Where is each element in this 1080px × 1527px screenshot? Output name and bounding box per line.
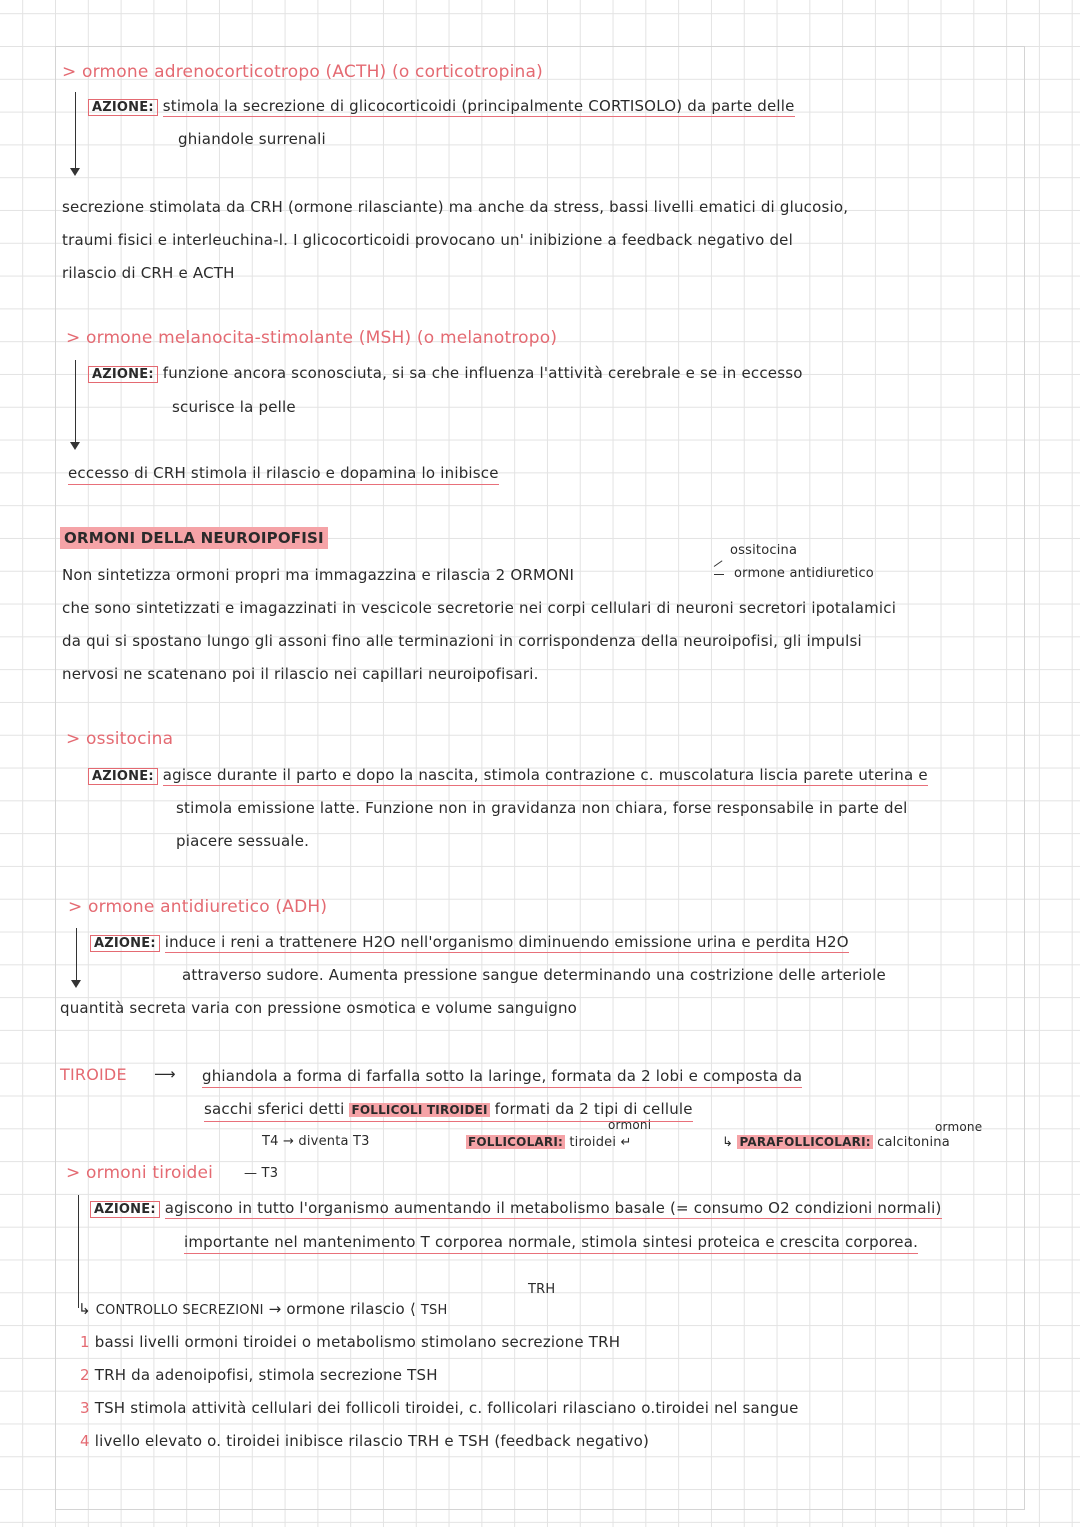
step-4-num: 4 (80, 1432, 90, 1450)
ossitocina-azione-line-1: agisce durante il parto e dopo la nascita, stimola contrazione c. muscolatura liscia parete uterina e (162, 766, 928, 784)
tiroidei-azione-row (90, 1198, 942, 1220)
tiroidei-azione-line-1: agiscono in tutto l'organismo aumentando il metabolismo basale (= consumo O2 condizioni normali) (164, 1199, 942, 1217)
step-1 (80, 1332, 620, 1352)
msh-heading: > ormone melanocita-stimolante (MSH) (o melanotropo) (66, 328, 558, 348)
ossitocina-heading: > ossitocina (66, 729, 174, 749)
ossitocina-azione-row (88, 765, 928, 787)
neuroipofisi-p1: Non sintetizza ormoni propri ma immagazzina e rilascia 2 ORMONI (62, 566, 575, 584)
tiroide-desc-2a: sacchi sferici detti (204, 1100, 345, 1118)
acth-azione-line-1: stimola la secrezione di glicocorticoidi (principalmente CORTISOLO) da parte delle (162, 97, 795, 115)
check-arrow-icon: ↵ (620, 1135, 632, 1150)
step-1-num: 1 (80, 1333, 90, 1351)
step-1-text: bassi livelli ormoni tiroidei o metabolismo stimolano secrezione TRH (94, 1333, 621, 1351)
adh-note: quantità secreta varia con pressione osmotica e volume sanguigno (60, 999, 578, 1017)
t4-row (262, 1132, 370, 1152)
t3-dash: — (244, 1166, 258, 1181)
fork-branch-down (714, 574, 724, 575)
fork-icon: ⟨ (409, 1300, 416, 1318)
neuroipofisi-heading: ORMONI DELLA NEUROIPOFISI (60, 527, 328, 549)
turn-arrow-icon: ↳ (722, 1135, 734, 1150)
neuroipofisi-p2: che sono sintetizzati e imagazzinati in vescicole secretorie nei corpi cellulari di neuroni secretori ipotalamici (62, 599, 897, 617)
step-2 (80, 1365, 438, 1385)
parafollicolari-row (722, 1132, 950, 1153)
ormoni-small-label: ormoni (608, 1118, 652, 1132)
msh-down-arrow (75, 360, 76, 448)
acth-azione-line-2: ghiandole surrenali (178, 130, 326, 148)
follicolari-row (466, 1132, 632, 1153)
adh-azione-line-1: induce i reni a trattenere H2O nell'organismo diminuendo emissione urina e perdita H2O (164, 933, 849, 951)
msh-azione-label: AZIONE: (88, 366, 158, 383)
step-2-text: TRH da adenoipofisi, stimola secrezione TSH (94, 1366, 438, 1384)
trh-fork-label: TRH (528, 1282, 556, 1297)
controllo-arrow-icon: ↳ (78, 1300, 91, 1318)
acth-note-line-3: rilascio di CRH e ACTH (62, 264, 235, 282)
ossitocina-azione-line-3: piacere sessuale. (176, 832, 310, 850)
ossitocina-azione-label: AZIONE: (88, 768, 158, 785)
adh-azione-row (90, 932, 849, 954)
tiroidei-azione-label: AZIONE: (90, 1201, 160, 1218)
diventa-t3: diventa T3 (298, 1134, 370, 1149)
adh-azione-label: AZIONE: (90, 935, 160, 952)
step-4-text: livello elevato o. tiroidei inibisce rilascio TRH e TSH (feedback negativo) (94, 1432, 650, 1450)
msh-azione-line-2: scurisce la pelle (172, 398, 296, 416)
tiroidei-bracket-vertical (78, 1195, 79, 1308)
acth-note-line-1: secrezione stimolata da CRH (ormone rilasciante) ma anche da stress, bassi livelli ematici di glucosio, (62, 198, 849, 216)
tiroide-desc-1: ghiandola a forma di farfalla sotto la laringe, formata da 2 lobi e composta da (202, 1066, 802, 1088)
follicolari-label: FOLLICOLARI: (468, 1135, 564, 1149)
tiroidei-azione-line-2: importante nel mantenimento T corporea normale, stimola sintesi proteica e crescita corporea. (184, 1232, 918, 1254)
acth-azione-row (88, 96, 795, 118)
fork-branch-up (714, 560, 723, 567)
ormoni-tiroidei-heading: > ormoni tiroidei (66, 1163, 214, 1183)
acth-down-arrow (75, 92, 76, 174)
ormone-small-label: ormone (935, 1120, 983, 1134)
msh-note: eccesso di CRH stimola il rilascio e dopamina lo inibisce (68, 463, 499, 485)
neuroipofisi-p4: nervosi ne scatenano poi il rilascio nei capillari neuroipofisari. (62, 665, 539, 683)
acth-heading: > ormone adrenocorticotropo (ACTH) (o corticotropina) (62, 62, 543, 82)
adh-down-arrow (76, 928, 77, 986)
acth-azione-label: AZIONE: (88, 99, 158, 116)
ossitocina-azione-line-2: stimola emissione latte. Funzione non in gravidanza non chiara, forse responsabile in parte del (176, 799, 908, 817)
step-3-text: TSH stimola attività cellulari dei follicoli tiroidei, c. follicolari rilasciano o.tiroidei nel sangue (94, 1399, 799, 1417)
msh-azione-row (88, 363, 803, 385)
acth-note-line-2: traumi fisici e interleuchina-l. I glicocorticoidi provocano un' inibizione a feedback negativo del (62, 231, 793, 249)
controllo-right-arrow: → (268, 1300, 282, 1318)
step-3-num: 3 (80, 1399, 90, 1417)
controllo-row (78, 1299, 447, 1321)
step-4 (80, 1431, 649, 1451)
adh-heading: > ormone antidiuretico (ADH) (68, 897, 328, 917)
fork-ormone-antidiuretico: ormone antidiuretico (734, 566, 874, 581)
step-2-num: 2 (80, 1366, 90, 1384)
neuroipofisi-p3: da qui si spostano lungo gli assoni fino alle terminazioni in corrispondenza della neuroipofisi, gli impulsi (62, 632, 862, 650)
adh-azione-line-2: attraverso sudore. Aumenta pressione sangue determinando una costrizione delle arteriole (182, 966, 886, 984)
tsh-fork-label: TSH (420, 1303, 448, 1318)
t4-label: T4 (262, 1134, 279, 1149)
fork-ossitocina: ossitocina (730, 543, 798, 558)
t4-arrow: → (282, 1134, 295, 1149)
tiroide-label: TIROIDE (60, 1065, 127, 1084)
tiroide-arrow: ⟶ (154, 1065, 176, 1083)
t3-label: T3 (261, 1166, 279, 1181)
follicoli-tiroidei: FOLLICOLI TIROIDEI (351, 1103, 488, 1117)
calcitonina-label: calcitonina (877, 1135, 950, 1150)
parafollicolari-label: PARAFOLLICOLARI: (739, 1135, 871, 1149)
msh-azione-line-1: funzione ancora sconosciuta, si sa che influenza l'attività cerebrale e se in eccesso (162, 364, 803, 382)
t3-row (244, 1164, 278, 1184)
tiroidei-label: tiroidei (569, 1135, 617, 1150)
tiroide-desc-2b: formati da 2 tipi di cellule (494, 1100, 693, 1118)
step-3 (80, 1398, 799, 1418)
ormone-rilascio: ormone rilascio (286, 1300, 405, 1318)
controllo-label: CONTROLLO SECREZIONI (95, 1303, 264, 1318)
